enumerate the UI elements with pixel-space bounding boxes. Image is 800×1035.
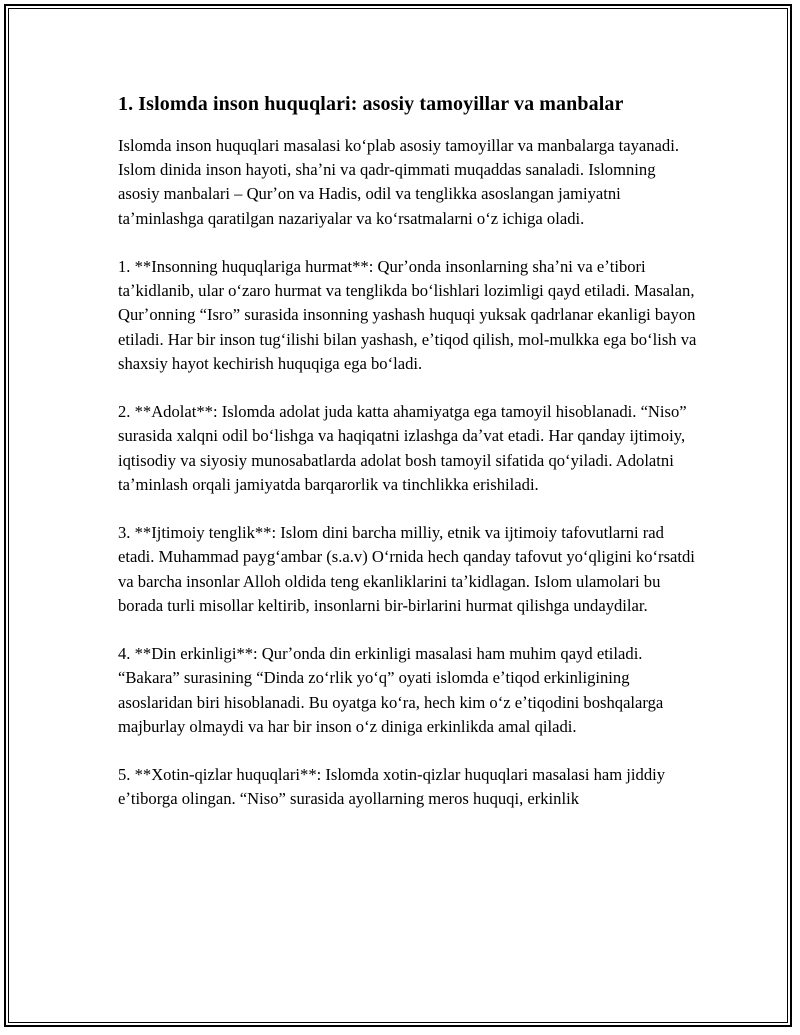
paragraph-women-rights: 5. **Xotin-qizlar huquqlari**: Islomda xotin-qizlar huquqlari masalasi ham jiddiy eʼtiborga olingan. “Niso” surasida ayollarning meros huquqi, erkinlik [118, 765, 666, 809]
paragraph-religious-freedom: 4. **Din erkinligi**: Qurʼonda din erkinligi masalasi ham muhim qayd etiladi. “Bakara” surasining “Dinda zoʻrlik yoʻq” oyati islomda eʼtiqod erkinligining asoslaridan biri hisoblanadi. Bu oyatga koʻra, hech kim oʻz eʼtiqodini boshqalarga majburlay olmaydi va har bir inson oʻz diniga erkinlikda amal qiladi. [118, 644, 664, 736]
paragraph-social-equality: 3. **Ijtimoiy tenglik**: Islom dini barcha milliy, etnik va ijtimoiy tafovutlarni rad etadi. Muhammad paygʻambar (s.a.v) Oʻrnida hech qanday tafovut yoʻqligini koʻrsatdi va barcha insonlar Alloh oldida teng ekanliklarini taʼkidlagan. Islom ulamolari bu borada turli misollar keltirib, insonlarni bir-birlarini hurmat qilishga undaydilar. [118, 523, 695, 615]
paragraph-human-rights-respect: 1. **Insonning huquqlariga hurmat**: Qurʼonda insonlarning shaʼni va eʼtibori taʼkidlanib, ular oʻzaro hurmat va tenglikda boʻlishlari lozimligi qayd etiladi. Masalan, Qurʼonning “Isro” surasida insonning yashash huquqi yuksak qadrlanar ekanligi bayon etiladi. Har bir inson tugʻilishi bilan yashash, eʼtiqod qilish, mol-mulkka ega boʻlish va shaxsiy hayot kechirish huquqiga ega boʻladi. [118, 257, 697, 373]
document-body [118, 90, 698, 836]
section-heading: 1. Islomda inson huquqlari: asosiy tamoyillar va manbalar [118, 93, 624, 115]
intro-paragraph: Islomda inson huquqlari masalasi koʻplab asosiy tamoyillar va manbalarga tayanadi. Islom dinida inson hayoti, shaʼni va qadr-qimmati muqaddas sanaladi. Islomning asosiy manbalari – Qurʼon va Hadis, odil va tenglikka asoslangan jamiyatni taʼminlashga qaratilgan nazariyalar va koʻrsatmalarni oʻz ichiga oladi. [118, 136, 679, 228]
paragraph-justice: 2. **Adolat**: Islomda adolat juda katta ahamiyatga ega tamoyil hisoblanadi. “Niso” surasida xalqni odil boʻlishga va haqiqatni izlashga daʼvat etadi. Har qanday ijtimoiy, iqtisodiy va siyosiy munosabatlarda adolat bosh tamoyil sifatida qoʻyiladi. Adolatni taʼminlash orqali jamiyatda barqarorlik va tinchlikka erishiladi. [118, 402, 687, 494]
